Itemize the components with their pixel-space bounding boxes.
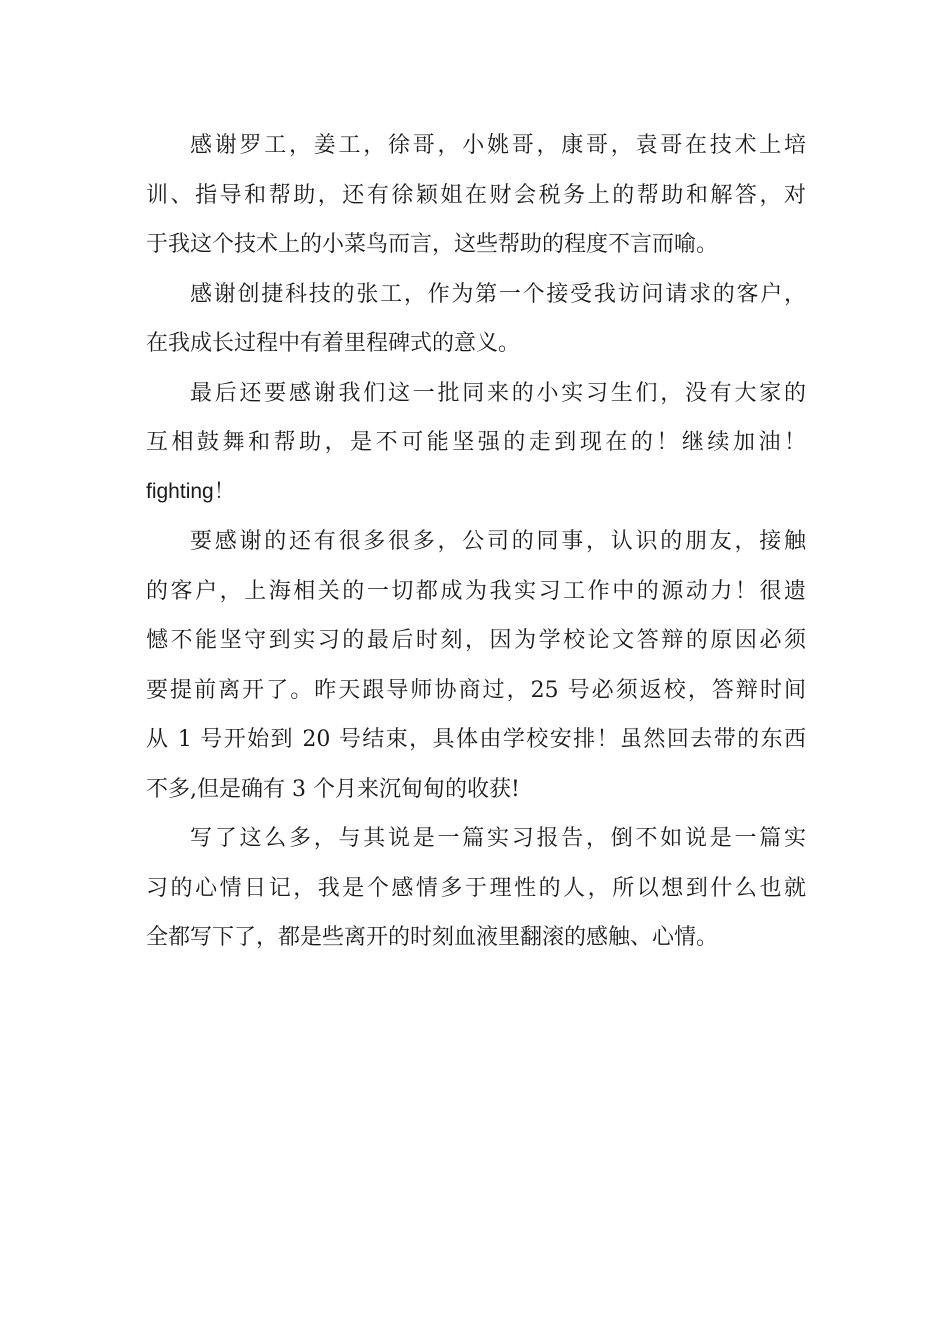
text-line: 写了这么多，与其说是一篇实习报告，倒不如说是一篇实: [190, 826, 806, 851]
text-line: 训、指导和帮助，还有徐颖姐在财会税务上的帮助和解答，对: [146, 182, 806, 208]
paragraph-thanks-interns: [146, 376, 806, 525]
text-line: 从 1 号开始到 20 号结束，具体由学校安排！虽然回去带的东西: [146, 727, 806, 752]
text-line: 感谢罗工，姜工，徐哥，小姚哥，康哥，袁哥在技术上培: [190, 133, 806, 158]
text-line: 全都写下了，都是些离开的时刻血液里翻滚的感触、心情。: [146, 925, 719, 950]
text-line: 在我成长过程中有着里程碑式的意义。: [146, 331, 521, 356]
text-line: 最后还要感谢我们这一批同来的小实习生们，没有大家的: [190, 380, 806, 406]
text-line: 的客户，上海相关的一切都成为我实习工作中的源动力！很遗: [146, 578, 806, 604]
text-line: 习的心情日记，我是个感情多于理性的人，所以想到什么也就: [146, 875, 806, 901]
paragraph-thanks-client: [146, 277, 806, 376]
text-line: 不多,但是确有 3 个月来沉甸甸的收获!: [146, 776, 520, 802]
text-line: 互相鼓舞和帮助，是不可能坚强的走到现在的！继续加油！: [146, 430, 806, 455]
text-line: 憾不能坚守到实习的最后时刻，因为学校论文答辩的原因必须: [146, 628, 806, 653]
paragraph-thanks-others: [146, 524, 806, 821]
text-line: 要提前离开了。昨天跟导师协商过，25 号必须返校，答辩时间: [146, 677, 806, 703]
paragraph-closing: [146, 821, 806, 970]
text-line: 于我这个技术上的小菜鸟而言，这些帮助的程度不言而喻。: [146, 232, 719, 257]
document-body: [146, 128, 806, 970]
text-line: fighting！: [146, 479, 235, 503]
paragraph-thanks-colleagues: [146, 128, 806, 277]
text-line: 要感谢的还有很多很多，公司的同事，认识的朋友，接触: [190, 529, 806, 554]
text-line: 感谢创捷科技的张工，作为第一个接受我访问请求的客户，: [190, 281, 806, 307]
